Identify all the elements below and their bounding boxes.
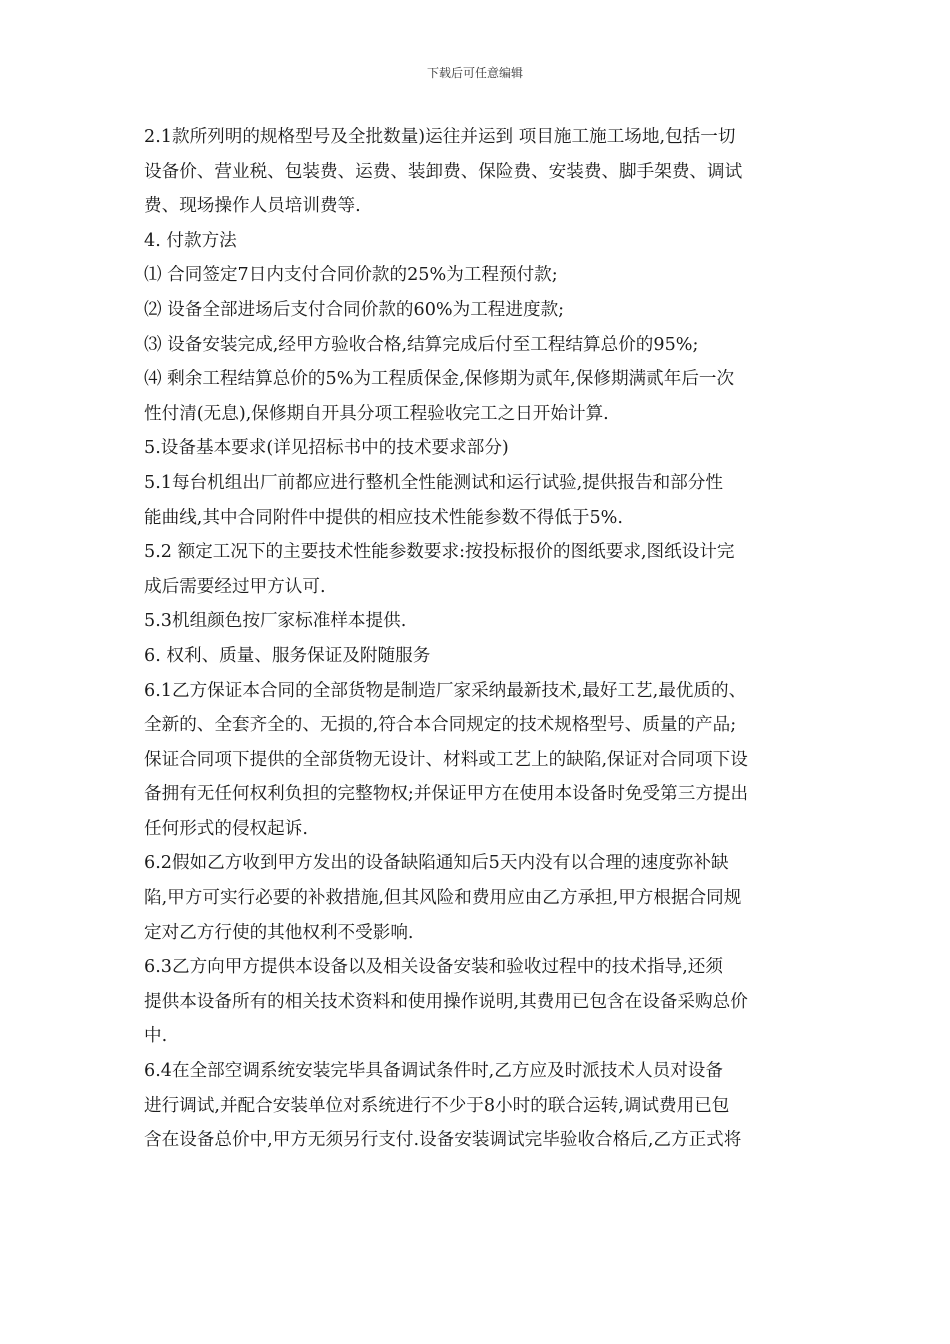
- text-line: 5.3机组颜色按厂家标准样本提供.: [144, 611, 407, 632]
- text-line: 能曲线,其中合同附件中提供的相应技术性能参数不得低于5%.: [144, 507, 623, 528]
- text-line: 中.: [144, 1026, 168, 1047]
- text-line: 定对乙方行使的其他权利不受影响.: [144, 922, 414, 943]
- text-line: 设备价、营业税、包装费、运费、装卸费、保险费、安装费、脚手架费、调试: [144, 161, 743, 182]
- text-line: 含在设备总价中,甲方无须另行支付.设备安装调试完毕验收合格后,乙方正式将: [144, 1130, 742, 1151]
- text-line: 成后需要经过甲方认可.: [144, 576, 326, 597]
- text-line: 6.2假如乙方收到甲方发出的设备缺陷通知后5天内没有以合理的速度弥补缺: [144, 853, 729, 874]
- section-heading: 4. 付款方法: [144, 230, 237, 251]
- section-heading: 6. 权利、质量、服务保证及附随服务: [144, 645, 431, 666]
- page-header: 下载后可任意编辑: [426, 66, 523, 80]
- text-line: 性付清(无息),保修期自开具分项工程验收完工之日开始计算.: [144, 403, 609, 424]
- text-line: ⑶ 设备安装完成,经甲方验收合格,结算完成后付至工程结算总价的95%;: [144, 334, 699, 355]
- text-line: ⑷ 剩余工程结算总价的5%为工程质保金,保修期为贰年,保修期满贰年后一次: [144, 369, 735, 390]
- text-line: 提供本设备所有的相关技术资料和使用操作说明,其费用已包含在设备采购总价: [144, 991, 748, 1012]
- text-line: 费、现场操作人员培训费等.: [144, 196, 361, 217]
- text-line: 6.4在全部空调系统安装完毕具备调试条件时,乙方应及时派技术人员对设备: [144, 1061, 723, 1082]
- text-line: 2.1款所列明的规格型号及全批数量)运往并运到 项目施工施工场地,包括一切: [144, 127, 736, 147]
- text-line: 任何形式的侵权起诉.: [144, 818, 308, 839]
- text-line: 6.3乙方向甲方提供本设备以及相关设备安装和验收过程中的技术指导,还须: [144, 957, 723, 978]
- document-body: [144, 120, 824, 1158]
- text-line: 5.2 额定工况下的主要技术性能参数要求:按投标报价的图纸要求,图纸设计完: [144, 542, 735, 563]
- section-heading: 5.设备基本要求(详见招标书中的技术要求部分): [144, 438, 509, 459]
- text-line: 5.1每台机组出厂前都应进行整机全性能测试和运行试验,提供报告和部分性: [144, 472, 723, 493]
- text-line: 进行调试,并配合安装单位对系统进行不少于8小时的联合运转,调试费用已包: [144, 1095, 730, 1116]
- text-line: 全新的、全套齐全的、无损的,符合本合同规定的技术规格型号、质量的产品;: [144, 715, 737, 736]
- text-line: 陷,甲方可实行必要的补救措施,但其风险和费用应由乙方承担,甲方根据合同规: [144, 888, 742, 909]
- text-line: 备拥有无任何权利负担的完整物权;并保证甲方在使用本设备时免受第三方提出: [144, 784, 749, 805]
- text-line: ⑴ 合同签定7日内支付合同价款的25%为工程预付款;: [144, 265, 558, 286]
- text-line: 6.1乙方保证本合同的全部货物是制造厂家采纳最新技术,最好工艺,最优质的、: [144, 680, 747, 701]
- text-line: ⑵ 设备全部进场后支付合同价款的60%为工程进度款;: [144, 299, 565, 320]
- text-line: 保证合同项下提供的全部货物无设计、材料或工艺上的缺陷,保证对合同项下设: [144, 749, 748, 770]
